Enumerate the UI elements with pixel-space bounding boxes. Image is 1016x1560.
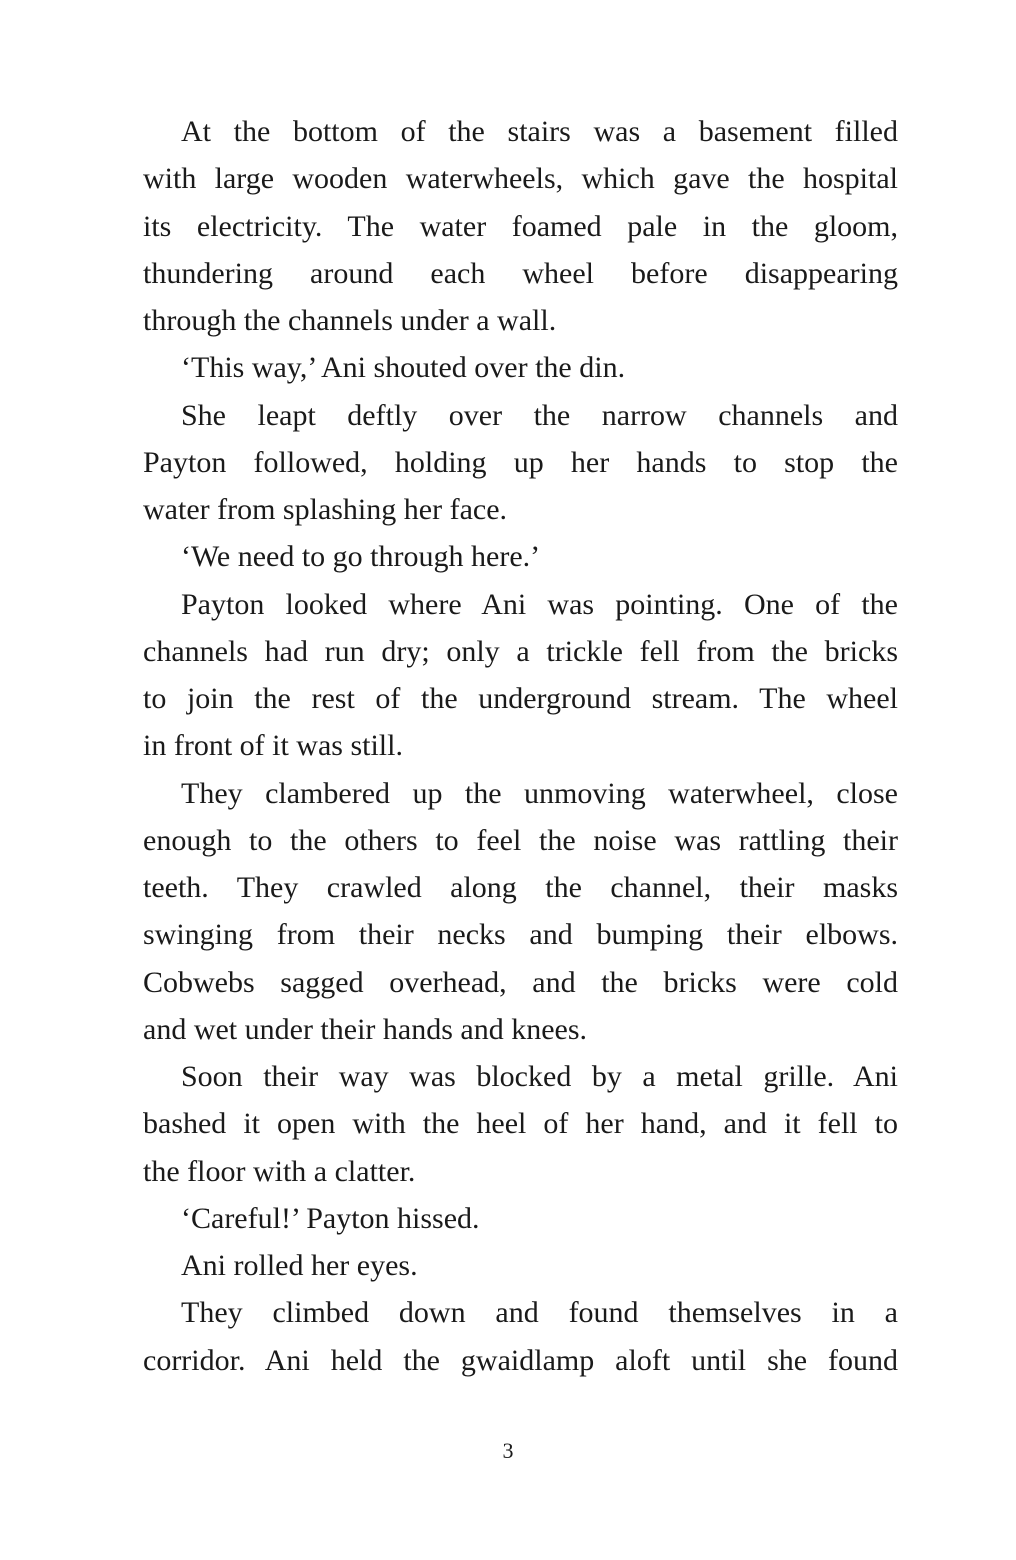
text-line: Payton followed, holding up her hands to stop the [143,445,898,479]
text-line: teeth. They crawled along the channel, their masks [143,871,898,904]
text-line: enough to the others to feel the noise was rattling their [143,823,898,857]
text-line: swinging from their necks and bumping their elbows. [143,918,898,952]
text-line: At the bottom of the stairs was a basement filled [181,115,898,148]
text-line: Ani rolled her eyes. [181,1249,418,1282]
text-line: ‘This way,’ Ani shouted over the din. [181,351,626,385]
text-line: water from splashing her face. [143,493,508,526]
text-line: bashed it open with the heel of her hand, and it fell to [143,1107,898,1141]
text-line: She leapt deftly over the narrow channels and [181,398,898,432]
text-line: with large wooden waterwheels, which gave the hospital [143,162,898,196]
text-line: its electricity. The water foamed pale in the gloom, [143,209,898,243]
text-line: channels had run dry; only a trickle fell from the bricks [143,634,898,668]
text-line: They clambered up the unmoving waterwheel, close [181,776,898,810]
text-line: Cobwebs sagged overhead, and the bricks were cold [143,965,898,999]
text-line: They climbed down and found themselves in a [181,1296,898,1330]
text-line: Payton looked where Ani was pointing. One of the [181,587,898,621]
body-text [143,108,898,1384]
page-number: 3 [502,1438,514,1463]
text-line: to join the rest of the underground stream. The wheel [143,682,898,715]
text-line: thundering around each wheel before disappearing [143,256,898,290]
text-line: ‘Careful!’ Payton hissed. [181,1201,480,1235]
text-line: and wet under their hands and knees. [143,1012,588,1046]
text-line: Soon their way was blocked by a metal grille. Ani [181,1060,898,1093]
text-line: the floor with a clatter. [143,1154,416,1188]
text-line: ‘We need to go through here.’ [181,540,541,574]
text-line: in front of it was still. [143,729,403,763]
text-line: through the channels under a wall. [143,304,557,337]
text-line: corridor. Ani held the gwaidlamp aloft until she found [143,1343,898,1377]
